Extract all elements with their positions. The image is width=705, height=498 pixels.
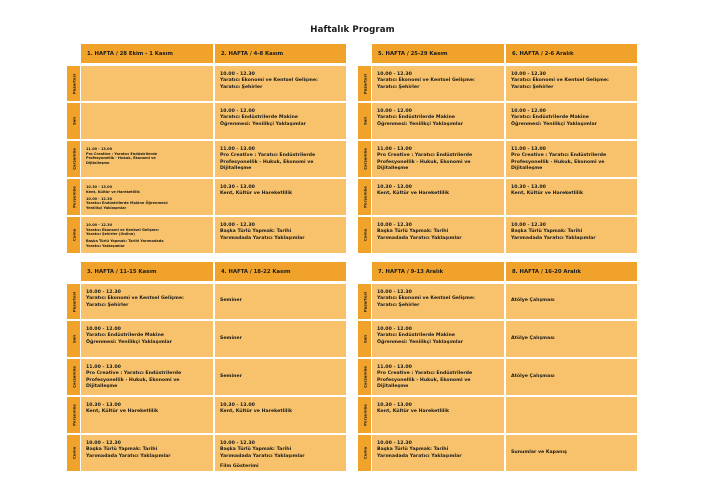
day-label-text: Perşembe xyxy=(362,186,367,208)
schedule-cell xyxy=(215,397,346,433)
cell-line: 10.00 - 12.30 xyxy=(220,223,255,228)
schedule-cell xyxy=(81,103,213,139)
cell-line: Dijitalleşme xyxy=(86,160,110,165)
cell-line: 10.30 - 13.00 xyxy=(220,185,255,190)
cell-line: Yaratıcı Endüstrilerde Makine xyxy=(377,333,455,339)
cell-line: Atölye Çalışması xyxy=(511,298,555,304)
cell-content xyxy=(220,109,342,128)
day-label-text: Salı xyxy=(71,334,76,344)
cell-line: Kent, Kültür ve Hareketlilik xyxy=(511,191,584,197)
cell-line: 10.30 - 13.00 xyxy=(220,403,255,408)
cell-line: Kent, Kültür ve Hareketlilik xyxy=(377,409,450,415)
day-label-text: Çarşamba xyxy=(362,148,367,170)
cell-line: Yaratıcı Şehirler xyxy=(377,84,420,90)
schedule-cell xyxy=(506,359,637,395)
day-label-text: Pazartesi xyxy=(71,291,76,312)
day-label-text: Salı xyxy=(362,116,367,126)
schedule-cell xyxy=(215,284,346,319)
cell-line: 10.30 - 13.00 xyxy=(377,403,412,408)
cell-line: 10.00 - 12.30 xyxy=(220,72,255,77)
cell-line: Öğrenmesi: Yenilikçi Yaklaşımlar xyxy=(86,339,172,345)
schedule-cell xyxy=(506,141,637,177)
cell-line: Yaratıcı Endüstrilerde Makine xyxy=(86,333,164,339)
cell-line: Seminer xyxy=(220,298,242,304)
cell-line: Dijitalleşme xyxy=(511,165,543,171)
cell-line: Atölye Çalışması xyxy=(511,335,555,341)
cell-line: 10.00 - 12.30 xyxy=(377,290,412,295)
cell-line: Öğrenmesi: Yenilikçi Yaklaşımlar xyxy=(220,121,306,127)
cell-content xyxy=(511,223,633,242)
cell-line: Pro Creative : Yaratıcı Endüstrilerde xyxy=(220,153,316,159)
cell-line: Yaratıcı Şehirler (Online) xyxy=(86,232,135,237)
cell-content xyxy=(511,298,555,304)
cell-content xyxy=(86,327,209,346)
schedule-cell xyxy=(506,103,637,139)
schedule-cell xyxy=(506,321,637,357)
cell-line: Kent, Kültür ve Hareketlilik xyxy=(377,191,450,197)
week-header: 7. HAFTA / 9-13 Aralık xyxy=(372,262,504,281)
cell-line: Kent, Kültür ve Hareketlilik xyxy=(86,189,140,194)
cell-line: 10.30 - 13.00 xyxy=(511,185,546,190)
cell-line: Dijitalleşme xyxy=(377,165,409,171)
cell-line: Atölye Çalışması xyxy=(511,373,555,379)
cell-line: 11.00 - 13.00 xyxy=(86,365,121,370)
schedule-cell xyxy=(81,359,213,395)
cell-line: Dijitalleşme xyxy=(220,165,252,171)
day-label xyxy=(67,435,80,471)
cell-line: Yaratıcı Ekonomi ve Kentsel Gelişme: xyxy=(377,78,475,84)
cell-line: Yaratıcı Ekonomi ve Kentsel Gelişme: xyxy=(511,78,609,84)
cell-line: Yaratıcı Yaklaşımlar xyxy=(86,243,125,248)
day-label-text: Çarşamba xyxy=(71,366,76,388)
schedule-cell xyxy=(81,435,213,471)
cell-content xyxy=(511,336,555,342)
cell-content xyxy=(220,374,242,380)
cell-content xyxy=(86,290,209,309)
cell-content xyxy=(220,147,342,172)
day-label xyxy=(358,359,371,395)
cell-content xyxy=(86,365,209,390)
cell-line: Sunumlar ve Kapanış xyxy=(511,449,567,455)
day-label-text: Çarşamba xyxy=(362,366,367,388)
cell-content xyxy=(86,147,209,165)
cell-line: Yaratıcı Ekonomi ve Kentsel Gelişme: xyxy=(377,296,475,302)
cell-line: Başka Türlü Yapmak: Tarihi xyxy=(377,447,449,453)
day-label xyxy=(358,217,371,253)
day-label xyxy=(358,397,371,433)
cell-content xyxy=(511,374,555,380)
schedule-cell xyxy=(81,141,213,177)
schedule-cell xyxy=(506,397,637,433)
cell-content xyxy=(220,185,342,198)
cell-line: Yarımadada Yaratıcı Yaklaşımlar xyxy=(377,235,462,241)
cell-content xyxy=(377,290,500,309)
cell-line: 10.00 - 12.00 xyxy=(220,109,255,114)
schedule-cell xyxy=(215,179,346,215)
cell-line: 10.30 - 13.00 xyxy=(86,185,113,189)
cell-line: 11.00 - 13.00 xyxy=(377,147,412,152)
cell-content xyxy=(86,441,209,460)
cell-line: Yaratıcı Şehirler xyxy=(220,84,263,90)
cell-line: Yaratıcı Ekonomi ve Kentsel Gelişme: xyxy=(86,296,184,302)
schedule-cell xyxy=(81,321,213,357)
cell-line: 11.00 - 13.00 xyxy=(220,147,255,152)
schedule-cell xyxy=(506,284,637,319)
day-label xyxy=(67,217,80,253)
day-label xyxy=(358,435,371,471)
cell-content xyxy=(86,403,209,416)
page-title: Haftalık Program xyxy=(310,25,395,35)
cell-content xyxy=(377,327,500,346)
day-label xyxy=(67,179,80,215)
cell-line: Başka Türlü Yapmak: Tarihi xyxy=(377,229,449,235)
cell-content xyxy=(377,441,500,460)
cell-content xyxy=(220,223,342,242)
day-label-text: Cuma xyxy=(71,446,76,460)
cell-line: Profesyonellik - Hukuk, Ekonomi ve xyxy=(511,159,605,165)
day-label xyxy=(358,284,371,319)
schedule-cell xyxy=(506,66,637,101)
day-label-text: Salı xyxy=(362,334,367,344)
schedule-cell xyxy=(506,179,637,215)
cell-line: Yaratıcı Ekonomi ve Kentsel Gelişme: xyxy=(220,78,318,84)
schedule-cell xyxy=(215,66,346,101)
cell-line: Pro Creative : Yaratıcı Endüstrilerde xyxy=(377,153,473,159)
day-label-text: Salı xyxy=(71,116,76,126)
cell-line: Yaratıcı Şehirler xyxy=(511,84,554,90)
week-header: 4. HAFTA / 18-22 Kasım xyxy=(215,262,346,281)
day-label-text: Pazartesi xyxy=(71,73,76,94)
schedule-cell xyxy=(506,217,637,253)
cell-line: Profesyonellik - Hukuk, Ekonomi ve xyxy=(86,156,156,161)
cell-line: Başka Türlü Yapmak: Tarihi xyxy=(220,447,292,453)
cell-line: Öğrenmesi: Yenilikçi Yaklaşımlar xyxy=(377,339,463,345)
cell-line: 10.00 - 12.00 xyxy=(511,109,546,114)
schedule-panel xyxy=(67,44,363,253)
cell-line: Dijitalleşme xyxy=(377,383,409,389)
cell-line: Film Gösterimi xyxy=(220,463,259,469)
cell-content xyxy=(86,185,209,210)
schedule-cell xyxy=(372,217,504,253)
cell-line: Yarımadada Yaratıcı Yaklaşımlar xyxy=(377,453,462,459)
cell-line: Seminer xyxy=(220,335,242,341)
day-label-text: Pazartesi xyxy=(362,73,367,94)
day-label xyxy=(358,103,371,139)
cell-line: Kent, Kültür ve Hareketlilik xyxy=(220,409,293,415)
schedule-panel xyxy=(358,44,654,253)
day-label-text: Cuma xyxy=(71,228,76,242)
cell-content xyxy=(511,72,633,91)
cell-content xyxy=(377,72,500,91)
schedule-cell xyxy=(215,321,346,357)
cell-line: 10.00 - 12.30 xyxy=(86,223,113,227)
cell-line: 11.00 - 13.00 xyxy=(86,147,113,151)
cell-content xyxy=(377,109,500,128)
schedule-cell xyxy=(81,284,213,319)
cell-line: Profesyonellik - Hukuk, Ekonomi ve xyxy=(220,159,314,165)
cell-line: 10.00 - 12.30 xyxy=(511,223,546,228)
schedule-panel xyxy=(67,262,363,471)
cell-line: Kent, Kültür ve Hareketlilik xyxy=(86,409,159,415)
cell-line: Yaratıcı Endüstrilerde Makine xyxy=(220,115,298,121)
cell-line: Yaratıcı Endüstrilerde Makine xyxy=(511,115,589,121)
cell-line: 10.30 - 13.00 xyxy=(86,403,121,408)
schedule-cell xyxy=(372,321,504,357)
cell-line: Başka Türlü Yapmak: Tarihi xyxy=(511,229,583,235)
cell-content xyxy=(220,403,342,416)
schedule-cell xyxy=(81,179,213,215)
cell-line: Yarımadada Yaratıcı Yaklaşımlar xyxy=(220,235,305,241)
cell-line: Seminer xyxy=(220,373,242,379)
cell-line: Pro Creative : Yaratıcı Endüstrilerde xyxy=(511,153,607,159)
cell-line: 10.00 - 12.00 xyxy=(86,327,121,332)
cell-line: Yaratıcı Endüstrilerde Makine Öğrenmesi: xyxy=(86,201,169,206)
cell-content xyxy=(377,147,500,172)
day-label xyxy=(67,103,80,139)
week-header: 3. HAFTA / 11-15 Kasım xyxy=(81,262,213,281)
day-label xyxy=(358,66,371,101)
cell-line: 10.30 - 13.00 xyxy=(377,185,412,190)
cell-line: Pro Creative : Yaratıcı Endüstrilerde xyxy=(86,151,158,156)
week-header: 1. HAFTA / 28 Ekim - 1 Kasım xyxy=(81,44,213,63)
cell-content xyxy=(511,147,633,172)
schedule-cell xyxy=(372,284,504,319)
cell-content xyxy=(377,403,500,416)
cell-content xyxy=(377,223,500,242)
schedule-cell xyxy=(215,103,346,139)
cell-line: 10.00 - 12.30 xyxy=(86,290,121,295)
cell-line: Yarımadada Yaratıcı Yaklaşımlar xyxy=(511,235,596,241)
cell-line: 11.00 - 13.00 xyxy=(511,147,546,152)
cell-content xyxy=(220,298,242,304)
day-label xyxy=(67,359,80,395)
cell-line: Yaratıcı Şehirler xyxy=(86,302,129,308)
day-label-text: Cuma xyxy=(362,228,367,242)
schedule-panel xyxy=(358,262,654,471)
day-label-text: Perşembe xyxy=(71,186,76,208)
cell-line: Yarımadada Yaratıcı Yaklaşımlar xyxy=(86,453,171,459)
cell-line: 10.00 - 12.00 xyxy=(377,109,412,114)
schedule-cell xyxy=(372,179,504,215)
cell-content xyxy=(511,185,633,198)
schedule-cell xyxy=(215,217,346,253)
schedule-cell xyxy=(81,217,213,253)
cell-line: Yarımadada Yaratıcı Yaklaşımlar xyxy=(220,453,305,459)
cell-line: Pro Creative : Yaratıcı Endüstrilerde xyxy=(86,371,182,377)
day-label-text: Çarşamba xyxy=(71,148,76,170)
schedule-cell xyxy=(372,66,504,101)
cell-content xyxy=(220,441,342,470)
cell-line: Profesyonellik - Hukuk, Ekonomi ve xyxy=(86,377,180,383)
cell-line: Dijitalleşme xyxy=(86,383,118,389)
day-label-text: Perşembe xyxy=(362,404,367,426)
cell-line: 10.00 - 12.30 xyxy=(511,72,546,77)
schedule-cell xyxy=(506,435,637,471)
cell-line: 10.00 - 12.30 xyxy=(86,441,121,446)
cell-line: Başka Türlü Yapmak: Tarihi xyxy=(86,447,158,453)
schedule-cell xyxy=(372,141,504,177)
cell-line: Yaratıcı Endüstrilerde Makine xyxy=(377,115,455,121)
day-label-text: Cuma xyxy=(362,446,367,460)
day-label xyxy=(67,284,80,319)
day-label xyxy=(358,321,371,357)
day-label xyxy=(67,141,80,177)
day-label xyxy=(358,179,371,215)
day-label-text: Pazartesi xyxy=(362,291,367,312)
cell-line: Profesyonellik - Hukuk, Ekonomi ve xyxy=(377,159,471,165)
cell-line: 11.00 - 13.00 xyxy=(377,365,412,370)
cell-line: Pro Creative : Yaratıcı Endüstrilerde xyxy=(377,371,473,377)
day-label xyxy=(67,66,80,101)
week-header: 8. HAFTA / 16-20 Aralık xyxy=(506,262,637,281)
cell-line: 10.00 - 12.30 xyxy=(377,441,412,446)
week-header: 5. HAFTA / 25-29 Kasım xyxy=(372,44,504,63)
schedule-cell xyxy=(215,141,346,177)
cell-line: Kent, Kültür ve Hareketlilik xyxy=(220,191,293,197)
schedule-cell xyxy=(81,397,213,433)
cell-line: 10.00 - 12.30 xyxy=(86,196,113,201)
cell-line: Öğrenmesi: Yenilikçi Yaklaşımlar xyxy=(511,121,597,127)
cell-content xyxy=(511,450,567,456)
cell-content xyxy=(86,223,209,248)
cell-content xyxy=(220,336,242,342)
cell-line: 10.00 - 12.30 xyxy=(220,441,255,446)
cell-line: Öğrenmesi: Yenilikçi Yaklaşımlar xyxy=(377,121,463,127)
cell-line: 10.00 - 12.30 xyxy=(377,223,412,228)
schedule-cell xyxy=(372,397,504,433)
day-label xyxy=(67,321,80,357)
cell-line: Başka Türlü Yapmak: Tarihi xyxy=(220,229,292,235)
schedule-cell xyxy=(372,103,504,139)
week-header: 2. HAFTA / 4-8 Kasım xyxy=(215,44,346,63)
schedule-cell xyxy=(215,435,346,471)
cell-content xyxy=(377,185,500,198)
cell-line: Yaratıcı Şehirler xyxy=(377,302,420,308)
cell-content xyxy=(377,365,500,390)
schedule-cell xyxy=(81,66,213,101)
day-label xyxy=(358,141,371,177)
cell-content xyxy=(220,72,342,91)
week-header: 6. HAFTA / 2-6 Aralık xyxy=(506,44,637,63)
cell-content xyxy=(511,109,633,128)
cell-line: Profesyonellik - Hukuk, Ekonomi ve xyxy=(377,377,471,383)
cell-line: Başka Türlü Yapmak: Tarihi Yarımadada xyxy=(86,239,164,244)
schedule-cell xyxy=(372,435,504,471)
cell-line: 10.00 - 12.30 xyxy=(377,72,412,77)
schedule-cell xyxy=(372,359,504,395)
day-label-text: Perşembe xyxy=(71,404,76,426)
day-label xyxy=(67,397,80,433)
cell-line: Yaratıcı Ekonomi ve Kentsel Gelişme: xyxy=(86,227,160,232)
schedule-cell xyxy=(215,359,346,395)
cell-line: 10.00 - 12.00 xyxy=(377,327,412,332)
cell-line: Yenilikçi Yaklaşımlar xyxy=(86,205,127,210)
